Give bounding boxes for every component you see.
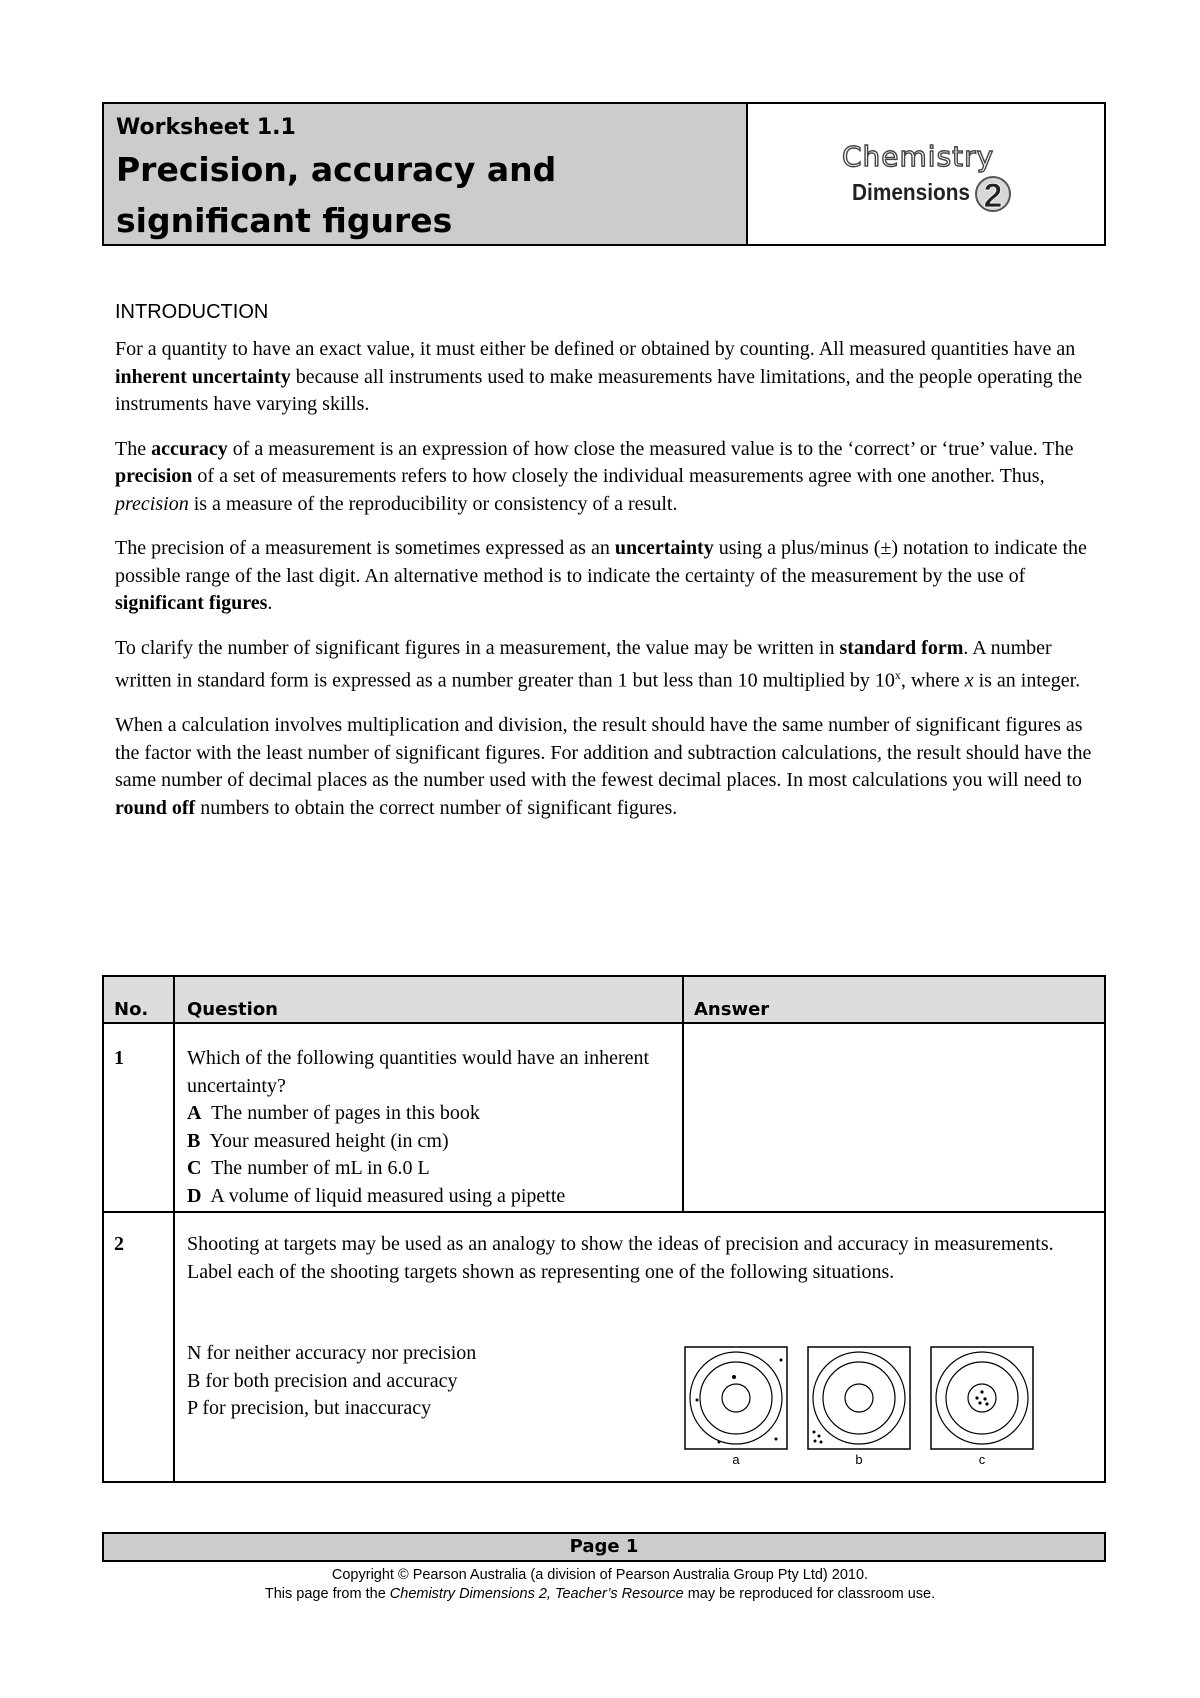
intro-paragraph-4: To clarify the number of significant figures in a measurement, the value may be written in standard form. A number written in standard form is expressed as a number greater than 1 but less than 10 multiplied by 10$^x$, where x is an integer. xyxy=(115,636,1081,692)
reproduction-notice: This page from the Chemistry Dimensions 2, Teacher’s Resource may be reproduced for classroom use. xyxy=(264,1586,936,1602)
option-a: A The number of pages in this book xyxy=(187,1102,480,1124)
logo-number: 2 xyxy=(983,177,1003,215)
header-title-block xyxy=(104,104,748,244)
question-1-answer-box[interactable] xyxy=(686,1026,1102,1209)
header-no: No. xyxy=(114,999,149,1020)
introduction-heading: INTRODUCTION xyxy=(115,301,269,323)
chemistry-dimensions-logo xyxy=(840,140,1040,220)
table-header-row xyxy=(104,977,1104,1024)
target-c xyxy=(931,1347,1033,1467)
worksheet-header xyxy=(102,102,1106,246)
option-b: B Your measured height (in cm) xyxy=(187,1129,449,1152)
worksheet-title xyxy=(116,144,734,246)
logo-word-dimensions: Dimensions xyxy=(852,179,970,205)
question-2-number: 2 xyxy=(114,1233,124,1255)
question-2-keys xyxy=(187,1340,667,1423)
title-line-2: significant figures xyxy=(116,201,453,240)
key-neither: N for neither accuracy nor precision xyxy=(187,1342,477,1364)
intro-paragraph-1: For a quantity to have an exact value, it must either be defined or obtained by counting. All measured quantities have an inherent uncertainty because all instruments used to make measurements have limitations, and the people operating the instruments have varying skills. xyxy=(115,338,1083,415)
shooting-targets xyxy=(684,1346,1036,1468)
option-c: C The number of mL in 6.0 L xyxy=(187,1157,430,1179)
intro-paragraph-2: The accuracy of a measurement is an expression of how close the measured value is to the ‘correct’ or ‘true’ value. The precision of a set of measurements refers to how closely the individual measurements agree with one another. Thus, precision is a measure of the reproducibility or consistency of a result. xyxy=(115,437,1074,515)
question-table xyxy=(102,975,1106,1483)
target-b xyxy=(808,1347,910,1467)
page-number: Page 1 xyxy=(569,1536,639,1557)
intro-paragraph-3: The precision of a measurement is sometimes expressed as an uncertainty using a plus/minus (±) notation to indicate the possible range of the last digit. An alternative method is to indicate the certainty of the measurement by the use of significant figures. xyxy=(115,537,1087,614)
introduction-section xyxy=(115,300,1105,839)
title-line-1: Precision, accuracy and xyxy=(116,150,557,189)
target-label-a: a xyxy=(732,1452,740,1467)
column-divider-no xyxy=(173,977,175,1481)
logo-word-chemistry: Chemistry xyxy=(842,140,995,173)
target-label-c: c xyxy=(978,1452,986,1467)
key-both: B for both precision and accuracy xyxy=(187,1369,458,1392)
copyright-line: Copyright © Pearson Australia (a division of Pearson Australia Group Pty Ltd) 2010. xyxy=(331,1567,869,1583)
worksheet-label: Worksheet 1.1 xyxy=(116,115,296,140)
row-divider xyxy=(104,1211,1104,1213)
key-precision: P for precision, but inaccuracy xyxy=(187,1397,432,1419)
target-a xyxy=(685,1347,787,1467)
intro-paragraph-5: When a calculation involves multiplication and division, the result should have the same number of significant figures as the factor with the least number of significant figures. For addition and subtraction calculations, the result should have the same number of decimal places as the number used with the fewest decimal places. In most calculations you will need to round off numbers to obtain the correct number of significant figures. xyxy=(115,714,1092,819)
header-question: Question xyxy=(187,999,278,1020)
page-number-bar xyxy=(102,1532,1106,1562)
target-label-b: b xyxy=(855,1452,863,1467)
question-1-number: 1 xyxy=(114,1047,124,1069)
option-d: D A volume of liquid measured using a pipette xyxy=(187,1184,566,1207)
header-answer: Answer xyxy=(694,999,770,1020)
question-2-text: Shooting at targets may be used as an analogy to show the ideas of precision and accuracy in measurements. Label each of the shooting targets shown as representing one of the following situations. xyxy=(187,1233,1054,1283)
column-divider-answer xyxy=(682,977,684,1212)
logo-block xyxy=(748,104,1104,244)
question-1-text: Which of the following quantities would have an inherent uncertainty? A The number of pages in this book B Your measured height (in cm) C The number of mL in 6.0 L D A volume of liquid measured using a pipette xyxy=(187,1045,667,1210)
